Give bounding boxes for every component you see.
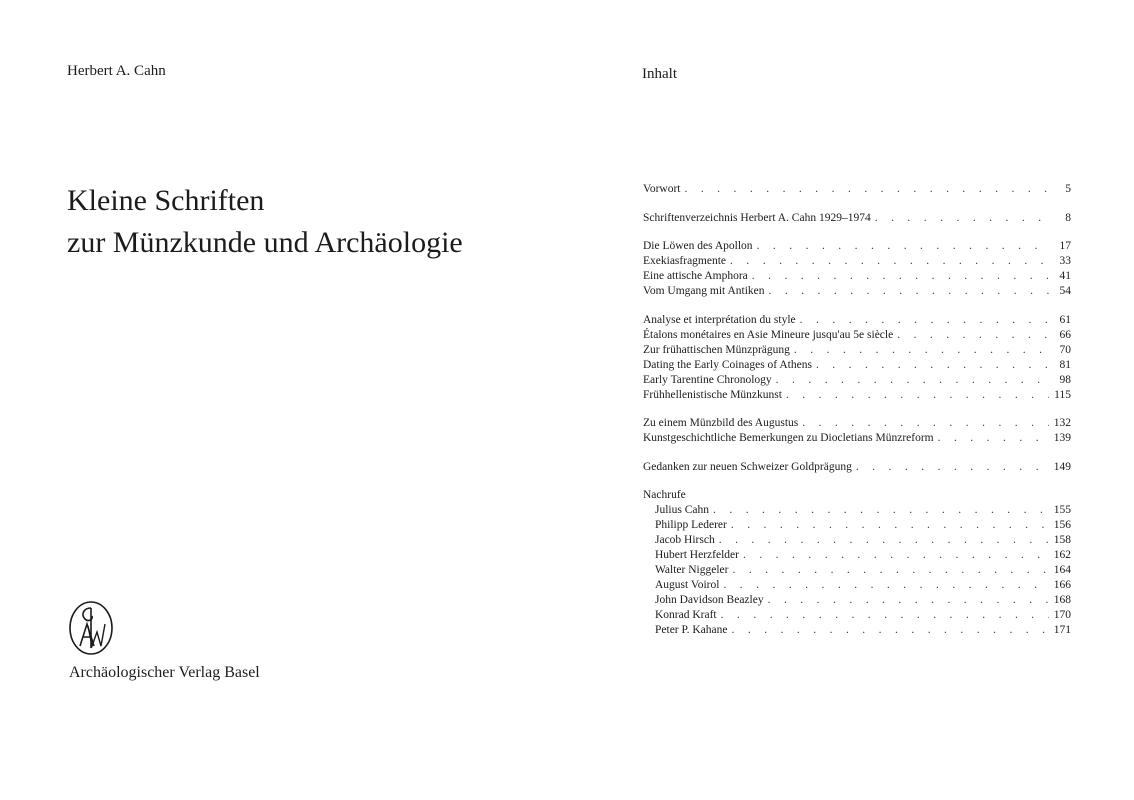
title-line-2: zur Münzkunde und Archäologie xyxy=(67,226,463,259)
toc-entry xyxy=(643,431,1071,446)
toc-entry xyxy=(643,578,1071,593)
dot-leader xyxy=(680,182,1049,197)
toc-entry-title: Eine attische Amphora xyxy=(643,270,748,282)
dot-leader xyxy=(893,328,1049,343)
dot-leader xyxy=(764,593,1049,608)
table-of-contents xyxy=(643,182,1071,652)
toc-entry xyxy=(643,623,1071,638)
dot-leader xyxy=(871,211,1049,226)
toc-group xyxy=(643,182,1071,197)
toc-entry xyxy=(643,416,1071,431)
dot-leader xyxy=(709,503,1049,518)
toc-entry xyxy=(643,358,1071,373)
toc-entry-title: Frühhellenistische Münzkunst xyxy=(643,388,782,401)
toc-entry-page: 149 xyxy=(1053,460,1071,473)
dot-leader xyxy=(726,254,1049,269)
dot-leader xyxy=(753,239,1049,254)
publisher-logo-icon xyxy=(68,600,114,656)
dot-leader xyxy=(728,623,1050,638)
toc-entry-page: 115 xyxy=(1054,388,1071,401)
toc-entry-title: Julius Cahn xyxy=(655,504,709,516)
dot-leader xyxy=(852,460,1049,475)
toc-entry-title: Early Tarentine Chronology xyxy=(643,373,772,386)
toc-entry-title: Vorwort xyxy=(643,183,681,195)
author-name: Herbert A. Cahn xyxy=(67,63,166,79)
toc-entry-page: 61 xyxy=(1059,313,1071,326)
toc-entry xyxy=(643,239,1071,254)
dot-leader xyxy=(812,358,1049,373)
toc-entry xyxy=(643,503,1071,518)
dot-leader xyxy=(798,416,1049,431)
toc-entry-title: Schriftenverzeichnis Herbert A. Cahn 1929–1974 xyxy=(643,211,871,224)
toc-entry-page: 155 xyxy=(1053,504,1071,516)
toc-entry-title: Étalons monétaires en Asie Mineure jusqu'au 5e siècle xyxy=(643,328,894,341)
toc-entry-title: Zu einem Münzbild des Augustus xyxy=(643,417,799,429)
toc-entry-page: 66 xyxy=(1059,328,1071,341)
right-page xyxy=(567,0,1134,800)
toc-group xyxy=(643,460,1071,475)
toc-group-nachrufe xyxy=(643,488,1071,638)
nachrufe-heading: Nachrufe xyxy=(643,489,686,501)
toc-entry xyxy=(643,533,1071,548)
dot-leader xyxy=(765,284,1050,299)
dot-leader xyxy=(719,578,1049,593)
dot-leader xyxy=(728,563,1049,578)
toc-entry-title: Philipp Lederer xyxy=(655,519,727,531)
toc-group xyxy=(643,211,1071,226)
toc-entry xyxy=(643,563,1071,578)
toc-entry-title: Gedanken zur neuen Schweizer Goldprägung xyxy=(643,460,852,473)
toc-entry-page: 41 xyxy=(1059,270,1071,282)
toc-entry-page: 156 xyxy=(1053,519,1071,531)
dot-leader xyxy=(748,269,1049,284)
toc-entry-page: 166 xyxy=(1053,579,1071,591)
toc-entry-page: 70 xyxy=(1059,343,1071,356)
dot-leader xyxy=(796,313,1049,328)
toc-entry-page: 33 xyxy=(1059,255,1071,267)
toc-entry-page: 171 xyxy=(1053,624,1071,636)
toc-group xyxy=(643,313,1071,403)
toc-entry xyxy=(643,548,1071,563)
toc-entry xyxy=(643,460,1071,475)
dot-leader xyxy=(790,343,1049,358)
toc-entry-title: Zur frühattischen Münzprägung xyxy=(643,343,790,356)
dot-leader xyxy=(934,431,1049,446)
toc-entry-page: 54 xyxy=(1059,285,1071,297)
toc-entry xyxy=(643,269,1071,284)
toc-entry xyxy=(643,182,1071,197)
toc-entry xyxy=(643,518,1071,533)
toc-entry xyxy=(643,608,1071,623)
toc-group xyxy=(643,416,1071,446)
toc-entry-title: Jacob Hirsch xyxy=(655,534,715,546)
toc-entry xyxy=(643,211,1071,226)
toc-entry-title: Peter P. Kahane xyxy=(655,624,728,636)
dot-leader xyxy=(717,608,1049,623)
toc-entry-page: 170 xyxy=(1053,609,1071,621)
toc-entry-page: 98 xyxy=(1059,373,1071,386)
toc-entry-page: 158 xyxy=(1053,534,1071,546)
toc-entry-page: 164 xyxy=(1053,564,1071,576)
toc-entry-title: Analyse et interprétation du style xyxy=(643,313,796,326)
toc-entry-title: Vom Umgang mit Antiken xyxy=(643,285,765,297)
toc-entry xyxy=(643,313,1071,328)
toc-entry-page: 132 xyxy=(1053,417,1071,429)
toc-entry xyxy=(643,388,1071,403)
toc-entry xyxy=(643,373,1071,388)
dot-leader xyxy=(739,548,1049,563)
dot-leader xyxy=(727,518,1049,533)
toc-entry-page: 81 xyxy=(1059,358,1071,371)
toc-entry xyxy=(643,254,1071,269)
toc-heading: Inhalt xyxy=(642,66,677,82)
toc-entry-title: Walter Niggeler xyxy=(655,564,729,576)
toc-entry-title: Kunstgeschichtliche Bemerkungen zu Diocletians Münzreform xyxy=(643,432,934,444)
toc-group xyxy=(643,239,1071,299)
toc-entry xyxy=(643,328,1071,343)
dot-leader xyxy=(782,388,1049,403)
book-title xyxy=(67,180,463,264)
toc-entry-page: 8 xyxy=(1065,211,1071,224)
toc-entry-title: Die Löwen des Apollon xyxy=(643,240,753,252)
dot-leader xyxy=(715,533,1049,548)
toc-entry-page: 17 xyxy=(1059,240,1071,252)
toc-entry-title: Konrad Kraft xyxy=(655,609,717,621)
toc-entry-title: Dating the Early Coinages of Athens xyxy=(643,358,812,371)
toc-entry-title: John Davidson Beazley xyxy=(655,594,764,606)
toc-entry-page: 5 xyxy=(1065,183,1071,195)
dot-leader xyxy=(772,373,1049,388)
toc-entry-title: Hubert Herzfelder xyxy=(655,549,739,561)
toc-entry-title: Exekiasfragmente xyxy=(643,255,727,267)
toc-entry-page: 162 xyxy=(1053,549,1071,561)
toc-entry xyxy=(643,343,1071,358)
toc-entry-page: 139 xyxy=(1053,432,1071,444)
publisher-name: Archäologischer Verlag Basel xyxy=(69,664,260,681)
toc-entry-page: 168 xyxy=(1053,594,1071,606)
toc-entry xyxy=(643,284,1071,299)
title-line-1: Kleine Schriften xyxy=(67,184,265,217)
toc-entry-title: August Voirol xyxy=(655,579,720,591)
toc-entry xyxy=(643,593,1071,608)
